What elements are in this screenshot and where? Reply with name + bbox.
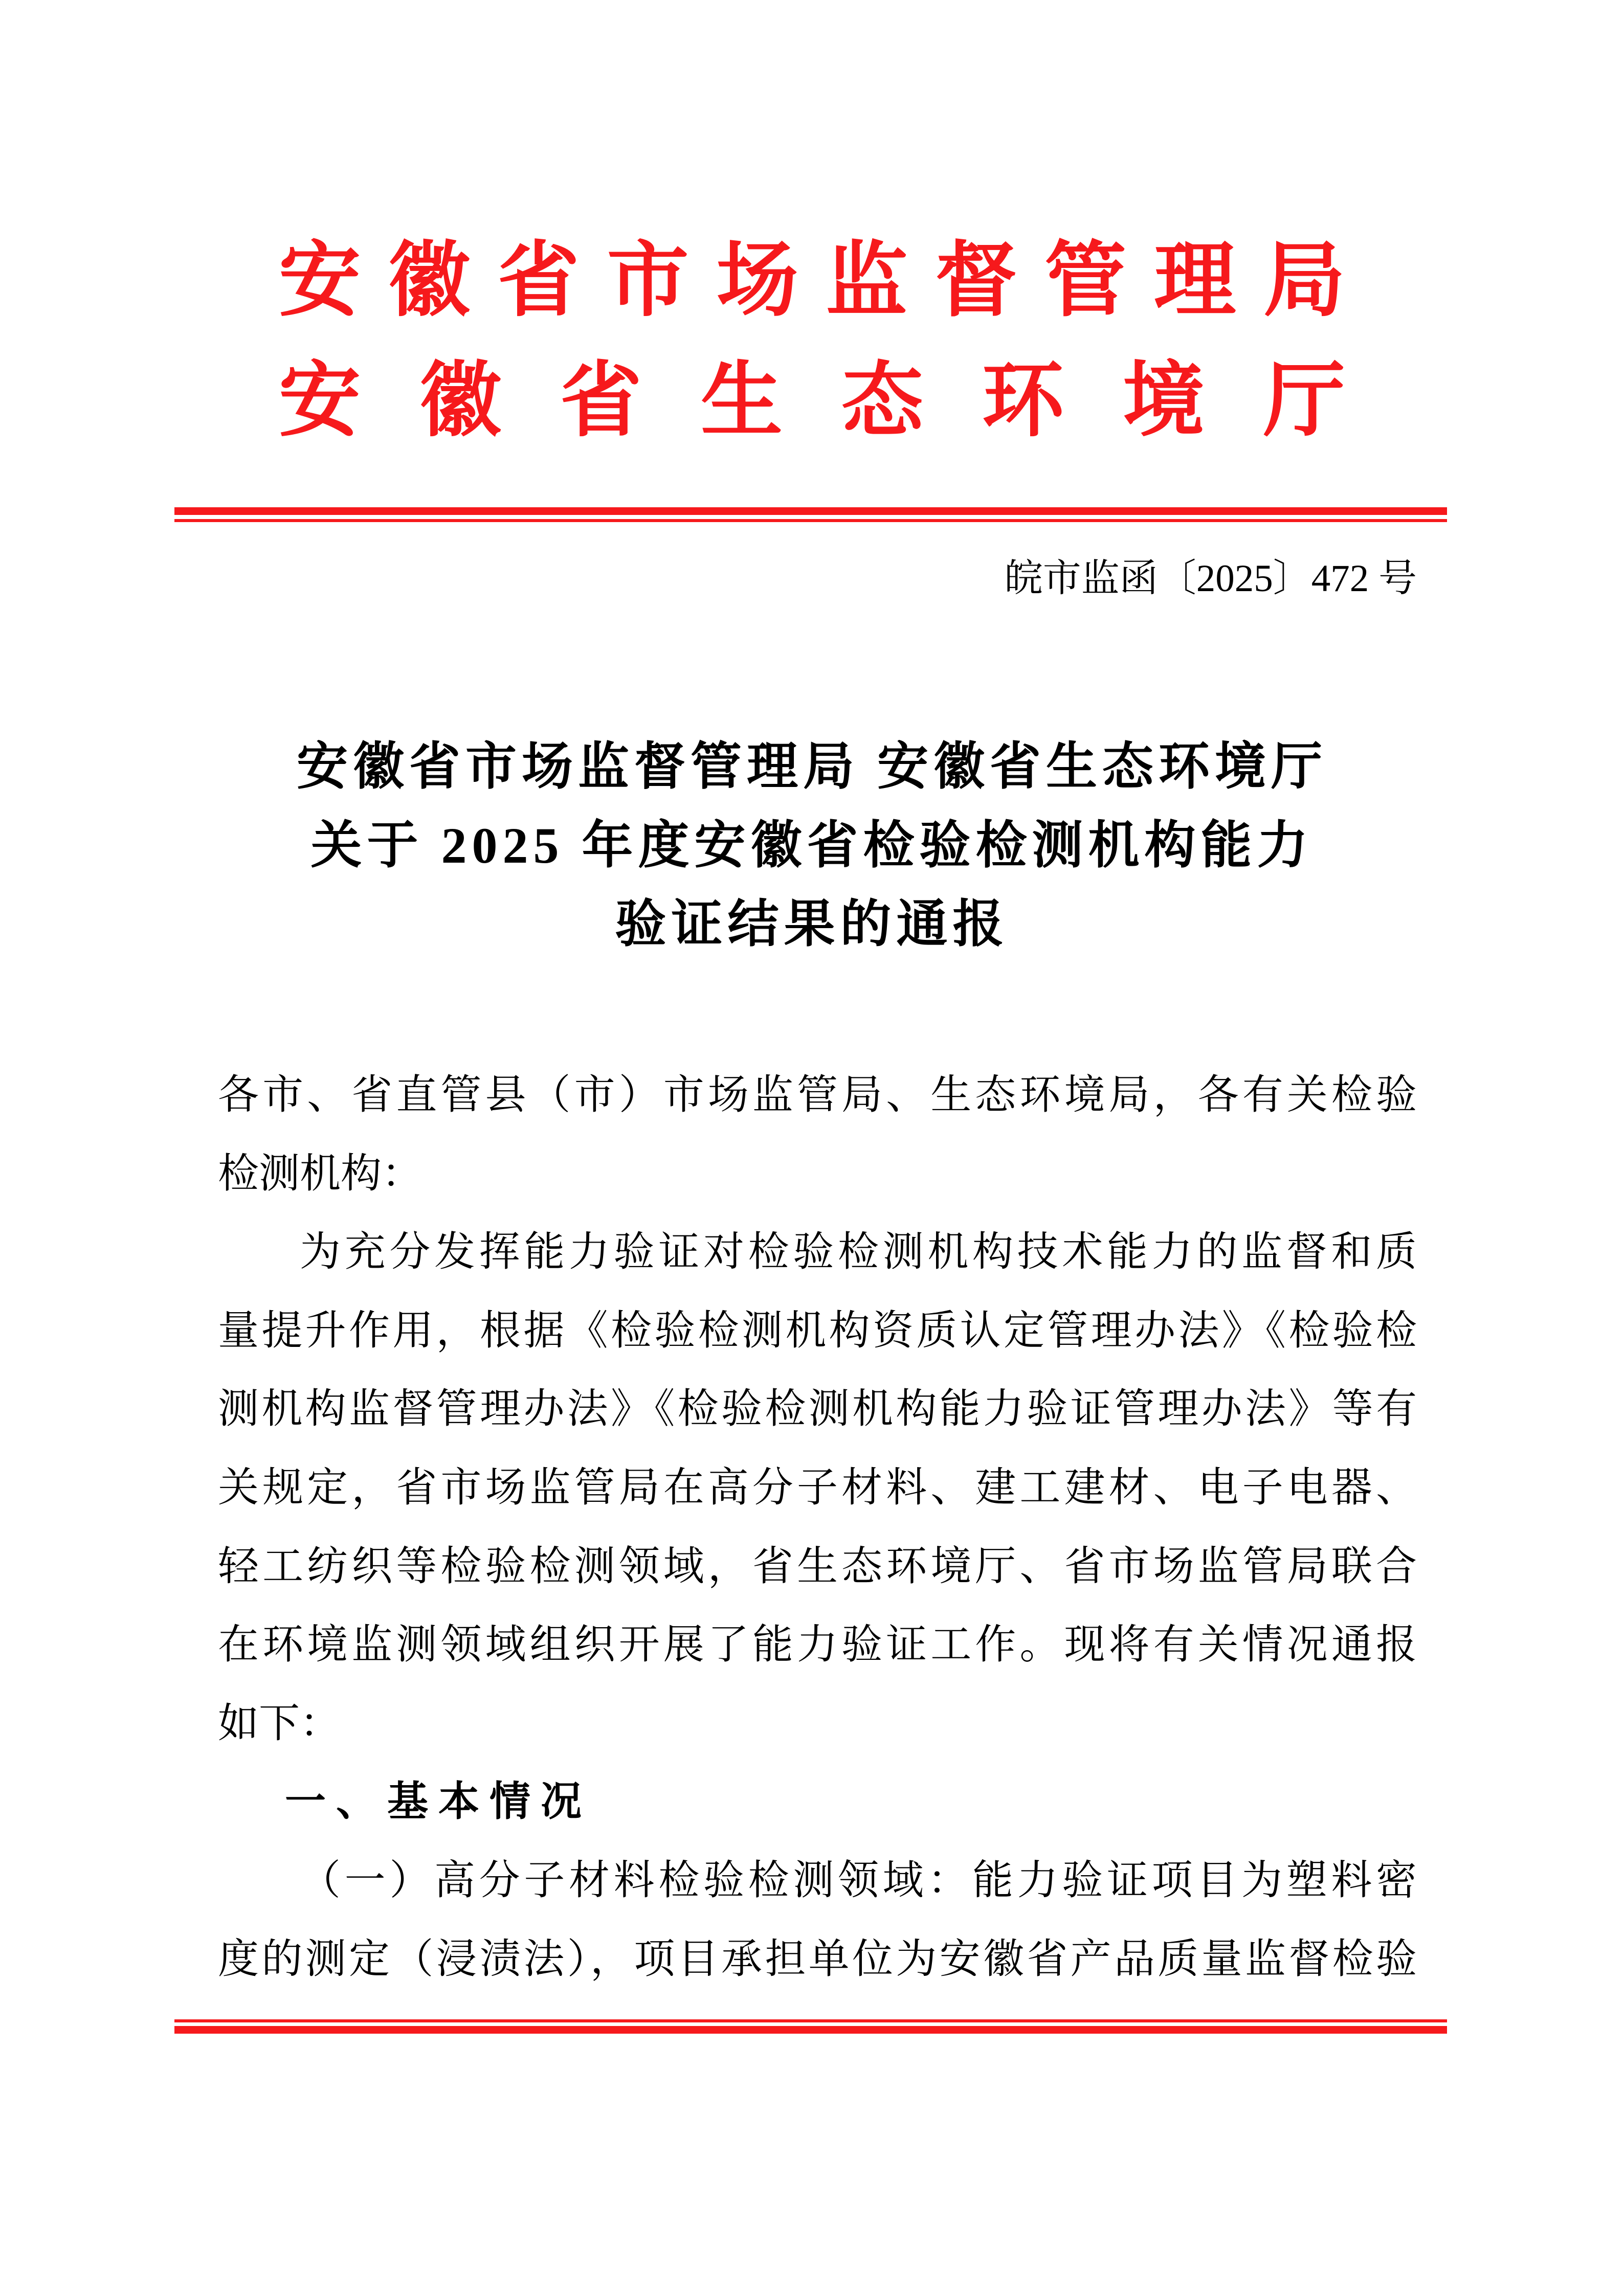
red-header bbox=[279, 221, 1345, 461]
title-line-3: 验证结果的通报 bbox=[615, 896, 1009, 953]
document-number: 皖市监函〔2025〕472 号 bbox=[1004, 557, 1417, 600]
paragraph-line: 在环境监测领域组织开展了能力验证工作。现将有关情况通报 bbox=[218, 1623, 1417, 1668]
agency-name-line-2: 安徽省生态环境厅 bbox=[279, 355, 1345, 446]
header-divider-thick-line bbox=[174, 507, 1447, 515]
salutation-line-2: 检测机构： bbox=[218, 1151, 422, 1197]
paragraph-line: 度的测定（浸渍法），项目承担单位为安徽省产品质量监督检验 bbox=[218, 1937, 1417, 1982]
paragraph-line: 量提升作用，根据《检验检测机构资质认定管理办法》《检验检 bbox=[218, 1308, 1417, 1354]
footer-divider bbox=[174, 2019, 1447, 2034]
header-divider-thin-line bbox=[174, 519, 1447, 522]
title-line-1: 安徽省市场监督管理局 安徽省生态环境厅 bbox=[297, 738, 1327, 795]
agency-name-line-1: 安徽省市场监督管理局 bbox=[279, 235, 1345, 326]
document-title bbox=[0, 728, 1624, 964]
footer-divider-thin-line bbox=[174, 2019, 1447, 2022]
paragraph-line: 测机构监督管理办法》《检验检测机构能力验证管理办法》等有 bbox=[218, 1387, 1417, 1432]
paragraph-line: 关规定，省市场监管局在高分子材料、建工建材、电子电器、 bbox=[218, 1465, 1417, 1511]
paragraph-line: 轻工纺织等检验检测领域，省生态环境厅、省市场监管局联合 bbox=[218, 1544, 1417, 1589]
section-heading: 一、基本情况 bbox=[285, 1780, 592, 1825]
header-divider bbox=[174, 507, 1447, 522]
document-body bbox=[218, 1056, 1417, 1999]
title-line-2: 关于 2025 年度安徽省检验检测机构能力 bbox=[310, 817, 1314, 874]
paragraph-line: （一）高分子材料检验检测领域：能力验证项目为塑料密 bbox=[300, 1858, 1417, 1903]
footer-divider-thick-line bbox=[174, 2026, 1447, 2034]
paragraph-line: 如下： bbox=[218, 1701, 341, 1746]
paragraph-line: 为充分发挥能力验证对检验检测机构技术能力的监督和质 bbox=[300, 1230, 1417, 1275]
salutation-line-1: 各市、省直管县（市）市场监管局、生态环境局，各有关检验 bbox=[218, 1073, 1417, 1118]
